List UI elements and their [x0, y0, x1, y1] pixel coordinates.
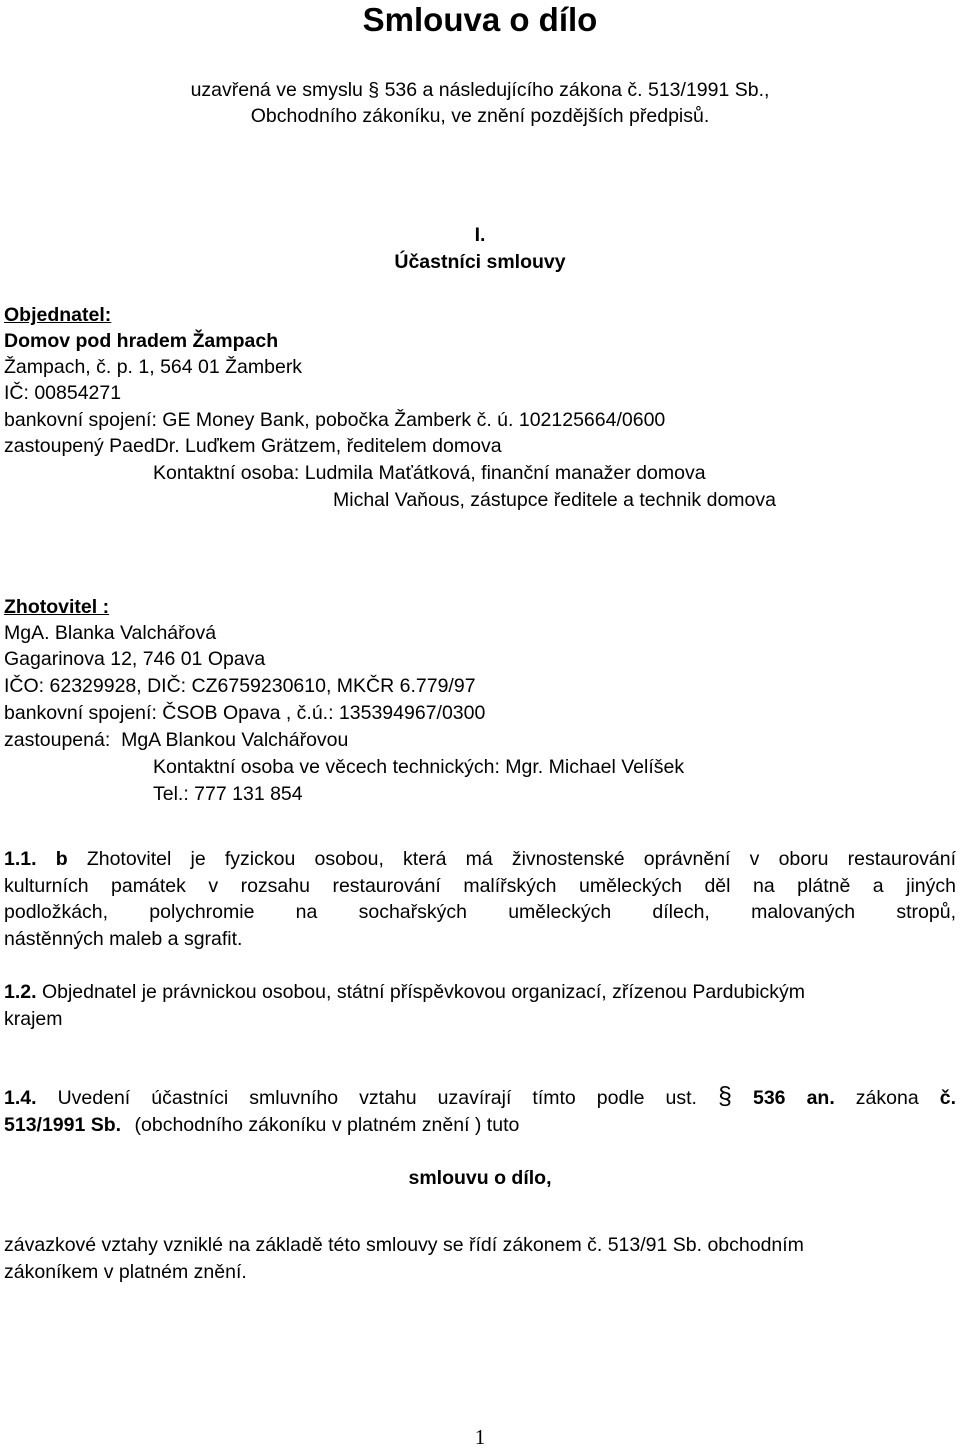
- client-bank: bankovní spojení: GE Money Bank, pobočka Žamberk č. ú. 102125664/0600: [4, 409, 666, 431]
- clause-1-2-text-1: Objednatel je právnickou osobou, státní příspěvkovou organizací, zřízenou Pardubickým: [41, 981, 806, 1003]
- contractor-contact: Kontaktní osoba ve věcech technických: Mgr. Michael Velíšek: [153, 756, 685, 778]
- clause-1-1b-line-1: [4, 846, 956, 873]
- clause-1-4-after-line-1: závazkové vztahy vzniklé na základě této smlouvy se řídí zákonem č. 513/91 Sb. obchodním: [4, 1234, 804, 1256]
- clause-1-4-number: 1.4.: [4, 1087, 37, 1109]
- client-address: Žampach, č. p. 1, 564 01 Žamberk: [4, 356, 303, 378]
- clause-1-2-line-2: krajem: [4, 1008, 63, 1030]
- contractor-phone: Tel.: 777 131 854: [153, 783, 303, 805]
- clause-1-4-line-1: [4, 1082, 956, 1112]
- clause-1-1b-line-2: kulturních památek v rozsahu restaurování malířských uměleckých děl na plátně a jiných: [4, 875, 956, 897]
- clause-1-2-line-1: [4, 979, 805, 1005]
- clause-1-4-line-2: [4, 1112, 519, 1138]
- client-name: Domov pod hradem Žampach: [4, 330, 279, 352]
- contractor-heading: Zhotovitel :: [4, 596, 110, 618]
- section-title: Účastníci smlouvy: [394, 251, 566, 273]
- clause-1-1b-number: 1.1. b: [4, 848, 68, 870]
- clause-1-4-law: zákona: [855, 1087, 919, 1109]
- subtitle-line-1: uzavřená ve smyslu § 536 a následujícího zákona č. 513/1991 Sb.,: [190, 79, 770, 101]
- section-number: I.: [474, 224, 486, 246]
- subtitle-line-2: Obchodního zákoníku, ve znění pozdějších předpisů.: [250, 105, 710, 127]
- clause-1-1b-line-3: podložkách, polychromie na sochařských uměleckých dílech, malovaných stropů,: [4, 901, 956, 923]
- client-contact-2: Michal Vaňous, zástupce ředitele a technik domova: [333, 489, 776, 511]
- clause-1-4-center-label: smlouvu o dílo,: [408, 1167, 552, 1189]
- client-heading: Objednatel:: [4, 304, 112, 326]
- client-contact: Kontaktní osoba: Ludmila Maťátková, finanční manažer domova: [153, 462, 706, 484]
- contractor-represented: zastoupená: MgA Blankou Valchářovou: [4, 729, 349, 751]
- clause-1-4-no: č.: [939, 1087, 956, 1109]
- clause-1-1b-line-4: nástěnných maleb a sgrafit.: [4, 928, 243, 950]
- document-title: Smlouva o dílo: [362, 1, 598, 38]
- clause-1-4-text-1: Uvedení účastníci smluvního vztahu uzavírají tímto podle ust.: [57, 1087, 697, 1109]
- contractor-address: Gagarinova 12, 746 01 Opava: [4, 648, 266, 670]
- contractor-name: MgA. Blanka Valchářová: [4, 622, 217, 644]
- clause-1-4-section-sign: §: [718, 1082, 732, 1110]
- contractor-ids: IČO: 62329928, DIČ: CZ6759230610, MKČR 6.779/97: [4, 675, 476, 697]
- client-represented: zastoupený PaedDr. Luďkem Grätzem, ředitelem domova: [4, 435, 502, 457]
- client-ic: IČ: 00854271: [4, 382, 122, 404]
- clause-1-4-after-line-2: zákoníkem v platném znění.: [4, 1261, 247, 1283]
- clause-1-2-number: 1.2.: [4, 981, 37, 1003]
- page-number: 1: [474, 1425, 486, 1449]
- contractor-bank: bankovní spojení: ČSOB Opava , č.ú.: 135394967/0300: [4, 702, 486, 724]
- clause-1-4-law-number: 513/1991 Sb.: [4, 1114, 122, 1136]
- clause-1-4-ref: 536 an.: [752, 1087, 835, 1109]
- clause-1-4-text-2: (obchodního zákoníku v platném znění ) tuto: [134, 1114, 520, 1136]
- clause-1-1b-text-1: Zhotovitel je fyzickou osobou, která má živnostenské oprávnění v oboru restaurování: [86, 848, 957, 870]
